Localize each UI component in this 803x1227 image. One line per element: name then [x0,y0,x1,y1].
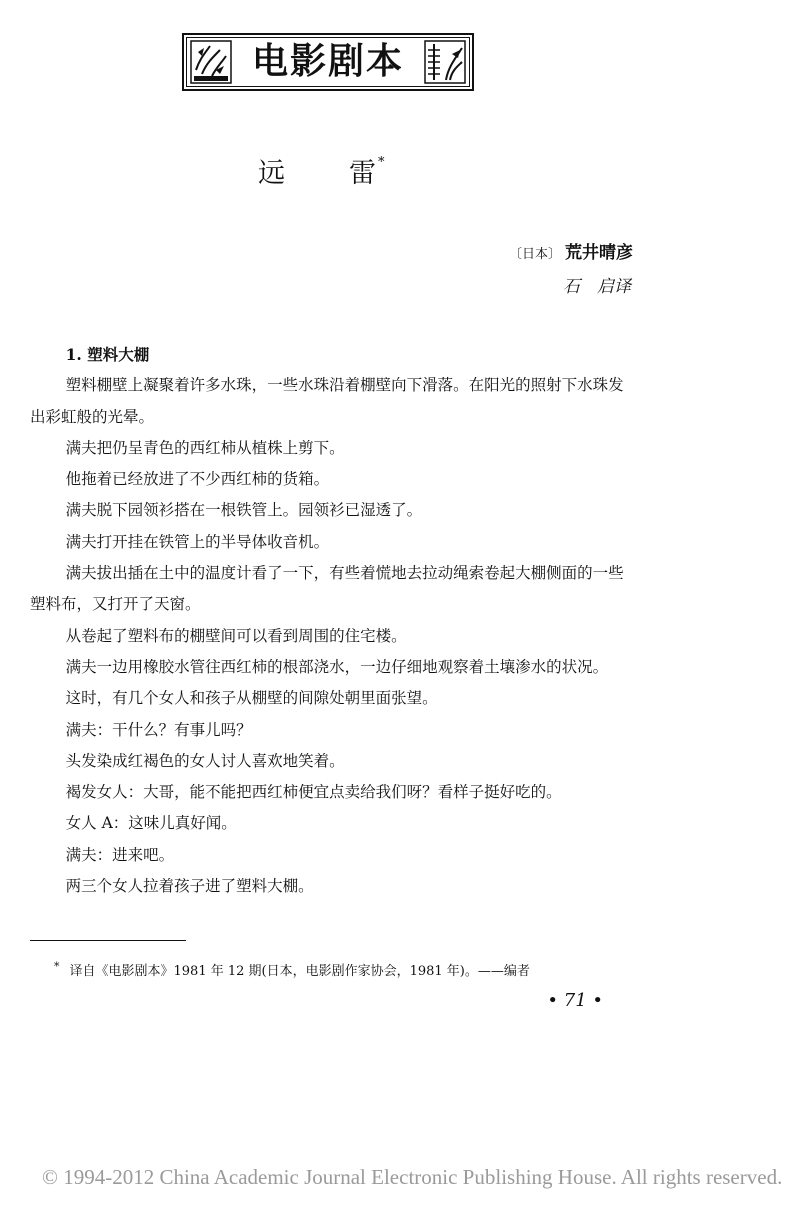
paragraph: 女人 A：这味儿真好闻。 [65,814,237,833]
article-title-part1: 远 [258,158,285,189]
author-name: 荒井晴彦 [565,243,633,263]
author-nation: 〔日本〕 [508,247,561,262]
footnote-mark: * [378,155,385,170]
paragraph: 满夫一边用橡胶水管往西红柿的根部浇水，一边仔细地观察着土壤渗水的状况。 [65,657,609,676]
paragraph: 满夫把仍呈青色的西红柿从植株上剪下。 [65,438,345,457]
column-header [182,33,474,91]
copyright-watermark: © 1994-2012 China Academic Journal Electronic Publishing House. All rights reserved. [42,1165,783,1189]
footnote [54,960,530,979]
author-line [509,238,633,263]
column-title: 电影剧本 [251,41,404,82]
paragraph: 头发染成红褐色的女人讨人喜欢地笑着。 [65,751,345,770]
decorative-left-icon [190,40,232,84]
paragraph: 满夫：干什么？有事儿吗？ [65,720,252,739]
footnote-text: 译自《电影剧本》1981 年 12 期(日本，电影剧作家协会，1981 年)。——编者 [69,964,530,979]
scene-heading: 1. 塑料大棚 [65,345,150,364]
paragraph: 满夫打开挂在铁管上的半导体收音机。 [65,532,330,551]
paragraph: 满夫拔出插在土中的温度计看了一下，有些着慌地去拉动绳索卷起大棚侧面的一些塑料布，又打开了天窗。 [30,564,624,614]
footnote-divider [30,940,186,941]
paragraph: 褐发女人：大哥，能不能把西红柿便宜点卖给我们呀？看样子挺好吃的。 [65,783,562,802]
paragraph: 从卷起了塑料布的棚壁间可以看到周围的住宅楼。 [65,626,407,645]
paragraph: 他拖着已经放进了不少西红柿的货箱。 [65,470,330,489]
body-text [30,339,634,902]
paragraph: 两三个女人拉着孩子进了塑料大棚。 [65,877,314,896]
decorative-right-icon [424,40,466,84]
page-number: • 71 • [547,990,603,1011]
translator: 石 启译 [563,277,631,297]
paragraph: 满夫脱下园领衫搭在一根铁管上。园领衫已湿透了。 [65,501,423,520]
footnote-star: * [54,960,60,973]
paragraph: 塑料棚壁上凝聚着许多水珠，一些水珠沿着棚壁向下滑落。在阳光的照射下水珠发出彩虹般的光晕。 [30,376,624,426]
paragraph: 这时，有几个女人和孩子从棚壁的间隙处朝里面张望。 [65,689,438,708]
article-title-part2: 雷 [349,158,376,189]
article-title [258,155,385,189]
paragraph: 满夫：进来吧。 [65,845,175,864]
